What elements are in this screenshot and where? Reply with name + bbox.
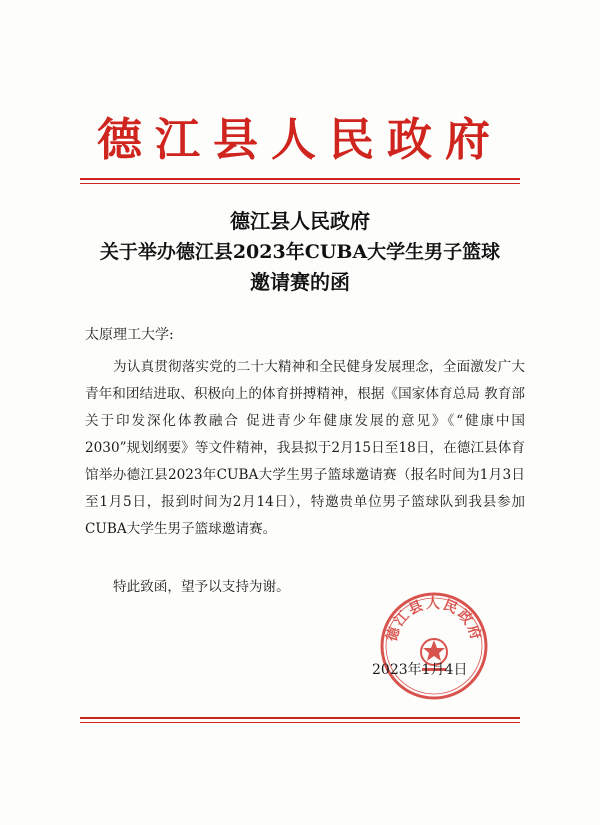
document-date: 2023年1月4日: [372, 662, 468, 678]
doc-title-line-1: 德江县人民政府: [230, 209, 370, 233]
body-paragraph: 为认真贯彻落实党的二十大精神和全民健身发展理念，全面激发广大青年和团结进取、积极向上的体育拼搏精神，根据《国家体育总局 教育部关于印发深化体教融合 促进青少年健康发展的意见》《“健康中国2030”规划纲要》等文件精神，我县拟于2月15日至18日，在德江县体育馆举办德江县2023年CUBA大学生男子篮球邀请赛（报名时间为1月3日至1月5日，报到时间为2月14日），特邀贵单位男子篮球队到我县参加CUBA大学生男子篮球邀请赛。: [85, 359, 525, 537]
svg-text:德江县人民政府: 德江县人民政府: [383, 596, 485, 644]
doc-title-line-3: 邀请赛的函: [250, 270, 350, 294]
doc-title-line-2: 关于举办德江县2023年CUBA大学生男子篮球: [99, 241, 501, 263]
official-seal-icon: [378, 590, 490, 702]
letterhead-title: 德江县人民政府: [96, 113, 503, 166]
addressee: 太原理工大学:: [85, 327, 174, 343]
letterhead-rule-thick: [80, 178, 520, 180]
closing-line: 特此致函，望予以支持为谢。: [113, 579, 290, 595]
letterhead-rule-thin: [80, 183, 520, 184]
footer-rule-thin: [80, 722, 520, 723]
footer-rule-thick: [80, 717, 520, 719]
